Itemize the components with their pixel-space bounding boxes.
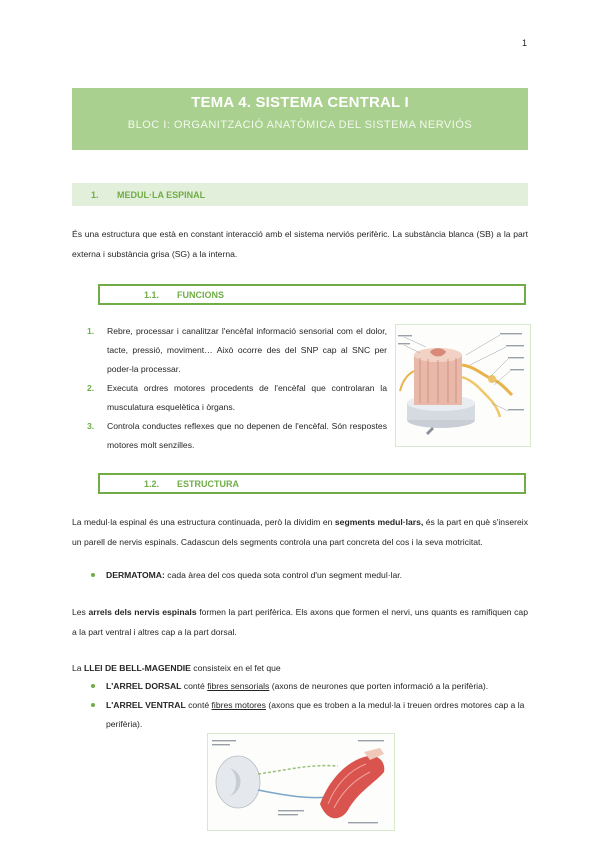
bullet-icon [91,703,95,707]
section-label: MEDUL·LA ESPINAL [117,190,206,200]
arrels-paragraph: Les arrels dels nervis espinals formen la part perifèrica. Els axons que formen el nervi, uns quants es ramifiquen cap a la part ventral i altres cap a la part dorsal. [72,607,528,637]
list-item: DERMATOMA: cada àrea del cos queda sota control d'un segment medul·lar. [72,566,528,585]
list-item: 2. Executa ordres motores procedents de l'encèfal que controlaran la musculatura esquelètica i òrgans. [87,383,387,412]
page-title: TEMA 4. SISTEMA CENTRAL I [191,94,409,111]
intro-paragraph: És una estructura que està en constant interacció amb el sistema nerviós perifèric. La substància blanca (SB) a la part externa i substància grisa (SG) a la interna. [72,229,528,259]
subsection-heading-funcions [98,284,526,305]
funcions-list [72,322,387,455]
arrels-list [72,677,528,734]
section-number: 1. [91,190,99,200]
title-banner [72,88,528,150]
list-item: 3. Controla conductes reflexes que no depenen de l'encèfal. Són respostes motores molt senzilles. [87,421,387,450]
list-item: 1. Rebre, processar i canalitzar l'encèfal informació sensorial com el dolor, tacte, pressió, moviment… Això ocorre des del SNP cap al SNC per poder-la processar. [87,326,387,374]
subsection-label: FUNCIONS [177,290,224,300]
spinal-cord-illustration [395,324,531,447]
bullet-icon [91,573,95,577]
subsection-number: 1.2. [144,479,160,489]
page-subtitle: BLOC I: ORGANITZACIÓ ANATÒMICA DEL SISTEMA NERVIÓS [127,119,473,131]
subsection-label: ESTRUCTURA [177,479,239,489]
page-number: 1 [521,38,527,48]
list-item: L'ARREL DORSAL conté fibres sensorials (axons de neurones que porten informació a la perifèria). [72,677,528,696]
dermatoma-list [72,566,528,585]
subsection-number: 1.1. [144,290,160,300]
bullet-icon [91,684,95,688]
subsection-heading-estructura [98,473,526,494]
estructura-paragraph: La medul·la espinal és una estructura continuada, però la dividim en segments medul·lars, és la part en què s'insereix un parell de nervis espinals. Cadascun dels segments controla una part concreta del cos i la seva motricitat. [72,517,528,547]
list-item: L'ARREL VENTRAL conté fibres motores (axons que es troben a la medul·la i treuen ordres motores cap a la perifèria). [72,696,528,734]
section-heading [72,183,528,206]
reflex-arc-illustration [207,733,395,831]
llei-paragraph: La LLEI DE BELL-MAGENDIE consisteix en el fet que [72,663,281,673]
